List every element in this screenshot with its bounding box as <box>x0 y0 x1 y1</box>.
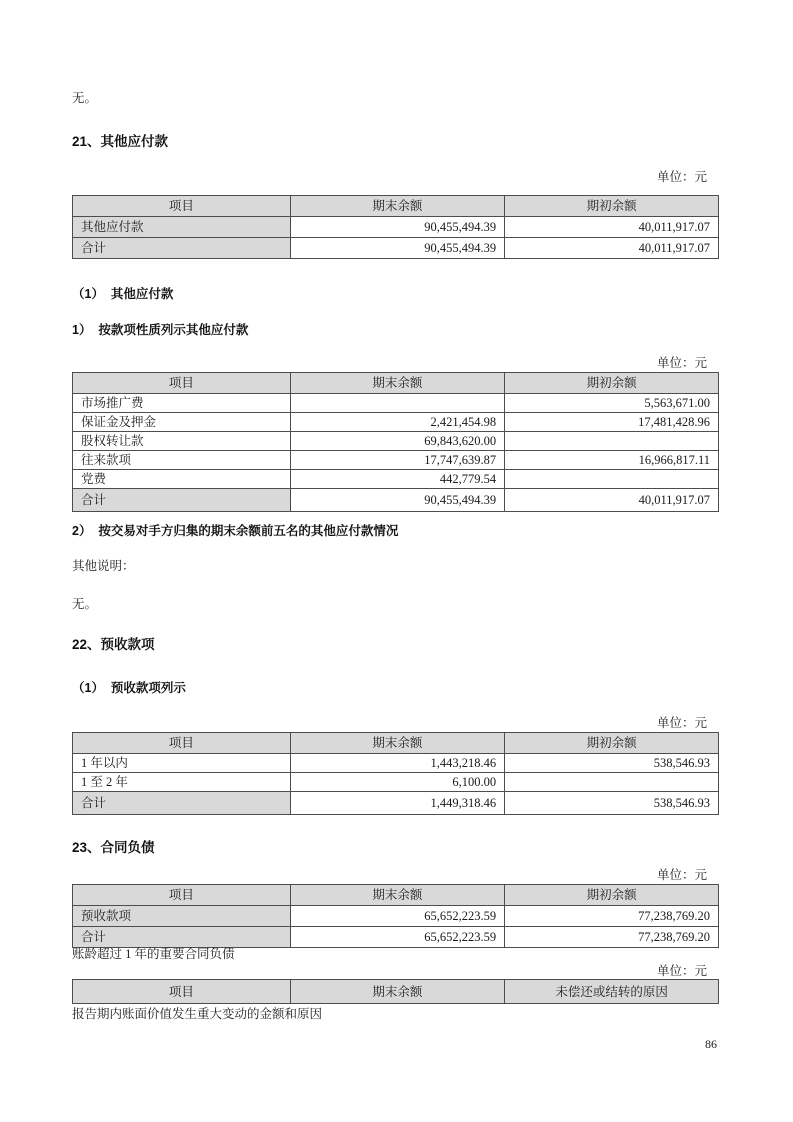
cell-closing-balance: 1,449,318.46 <box>290 792 504 815</box>
contract-liabilities-table <box>72 884 719 948</box>
table-header-row <box>73 196 719 217</box>
cell-item: 保证金及押金 <box>73 413 291 432</box>
other-payables-by-nature-table <box>72 372 719 512</box>
header-item: 项目 <box>73 980 291 1004</box>
cell-item: 1 至 2 年 <box>73 773 291 792</box>
cell-item: 往来款项 <box>73 451 291 470</box>
cell-item: 预收款项 <box>73 906 291 927</box>
unit-label: 单位：元 <box>656 170 707 184</box>
cell-opening-balance: 40,011,917.07 <box>505 217 719 238</box>
cell-item: 1 年以内 <box>73 754 291 773</box>
cell-item: 合计 <box>73 927 291 948</box>
cell-item: 合计 <box>73 489 291 512</box>
cell-opening-balance: 5,563,671.00 <box>505 394 719 413</box>
cell-closing-balance: 65,652,223.59 <box>290 927 504 948</box>
change-note: 报告期内账面价值发生重大变动的金额和原因 <box>72 1007 323 1021</box>
header-closing-balance: 期末余额 <box>290 733 504 754</box>
aging-note: 账龄超过 1 年的重要合同负债 <box>72 947 235 961</box>
table-header-row <box>73 733 719 754</box>
cell-opening-balance: 16,966,817.11 <box>505 451 719 470</box>
other-note-label: 其他说明： <box>72 559 135 573</box>
cell-item: 合计 <box>73 792 291 815</box>
unit-label: 单位：元 <box>656 356 707 370</box>
table-row <box>73 754 719 773</box>
header-closing-balance: 期末余额 <box>290 885 504 906</box>
cell-opening-balance: 40,011,917.07 <box>505 489 719 512</box>
table-row <box>73 217 719 238</box>
table-header-row <box>73 885 719 906</box>
cell-closing-balance: 17,747,639.87 <box>290 451 504 470</box>
cell-closing-balance: 90,455,494.39 <box>290 489 504 512</box>
cell-opening-balance <box>505 773 719 792</box>
header-item: 项目 <box>73 733 291 754</box>
section-22-sub1-heading: （1） 预收款项列示 <box>72 681 186 695</box>
header-item: 项目 <box>73 373 291 394</box>
header-item: 项目 <box>73 196 291 217</box>
table-row <box>73 773 719 792</box>
cell-closing-balance: 90,455,494.39 <box>290 217 504 238</box>
cell-opening-balance: 77,238,769.20 <box>505 927 719 948</box>
cell-closing-balance <box>290 394 504 413</box>
cell-opening-balance: 40,011,917.07 <box>505 238 719 259</box>
section-22-heading: 22、预收款项 <box>72 637 155 652</box>
cell-item: 股权转让款 <box>73 432 291 451</box>
table-row-total <box>73 927 719 948</box>
cell-opening-balance: 538,546.93 <box>505 792 719 815</box>
table-row-total <box>73 489 719 512</box>
cell-opening-balance <box>505 470 719 489</box>
table-row <box>73 394 719 413</box>
none-note-mid: 无。 <box>72 597 98 611</box>
aged-contract-liabilities-table <box>72 979 719 1004</box>
header-opening-balance: 期初余额 <box>505 196 719 217</box>
cell-closing-balance: 69,843,620.00 <box>290 432 504 451</box>
cell-closing-balance: 1,443,218.46 <box>290 754 504 773</box>
cell-item: 其他应付款 <box>73 217 291 238</box>
section-23-heading: 23、合同负债 <box>72 840 155 855</box>
cell-opening-balance: 538,546.93 <box>505 754 719 773</box>
none-note-top: 无。 <box>72 91 98 105</box>
section-21-item1-heading: 1） 按款项性质列示其他应付款 <box>72 323 249 337</box>
cell-closing-balance: 2,421,454.98 <box>290 413 504 432</box>
other-payables-table <box>72 195 719 259</box>
header-opening-balance: 期初余额 <box>505 733 719 754</box>
table-row-total <box>73 792 719 815</box>
section-21-heading: 21、其他应付款 <box>72 134 169 149</box>
header-opening-balance: 期初余额 <box>505 373 719 394</box>
cell-item: 党费 <box>73 470 291 489</box>
section-21-sub1-heading: （1） 其他应付款 <box>72 287 174 301</box>
cell-closing-balance: 442,779.54 <box>290 470 504 489</box>
table-row <box>73 432 719 451</box>
table-row <box>73 451 719 470</box>
unit-label: 单位：元 <box>656 964 707 978</box>
cell-closing-balance: 6,100.00 <box>290 773 504 792</box>
section-21-item2-heading: 2） 按交易对手方归集的期末余额前五名的其他应付款情况 <box>72 524 399 538</box>
header-closing-balance: 期末余额 <box>290 980 504 1004</box>
header-reason: 未偿还或结转的原因 <box>505 980 719 1004</box>
cell-item: 合计 <box>73 238 291 259</box>
cell-item: 市场推广费 <box>73 394 291 413</box>
advances-received-table <box>72 732 719 815</box>
cell-opening-balance <box>505 432 719 451</box>
unit-label: 单位：元 <box>656 868 707 882</box>
header-opening-balance: 期初余额 <box>505 885 719 906</box>
header-closing-balance: 期末余额 <box>290 373 504 394</box>
table-row <box>73 906 719 927</box>
cell-closing-balance: 90,455,494.39 <box>290 238 504 259</box>
header-item: 项目 <box>73 885 291 906</box>
page-number: 86 <box>705 1037 717 1051</box>
table-header-row <box>73 373 719 394</box>
table-row-total <box>73 238 719 259</box>
unit-label: 单位：元 <box>656 716 707 730</box>
table-row <box>73 470 719 489</box>
cell-closing-balance: 65,652,223.59 <box>290 906 504 927</box>
cell-opening-balance: 77,238,769.20 <box>505 906 719 927</box>
table-header-row <box>73 980 719 1004</box>
table-row <box>73 413 719 432</box>
header-closing-balance: 期末余额 <box>290 196 504 217</box>
cell-opening-balance: 17,481,428.96 <box>505 413 719 432</box>
